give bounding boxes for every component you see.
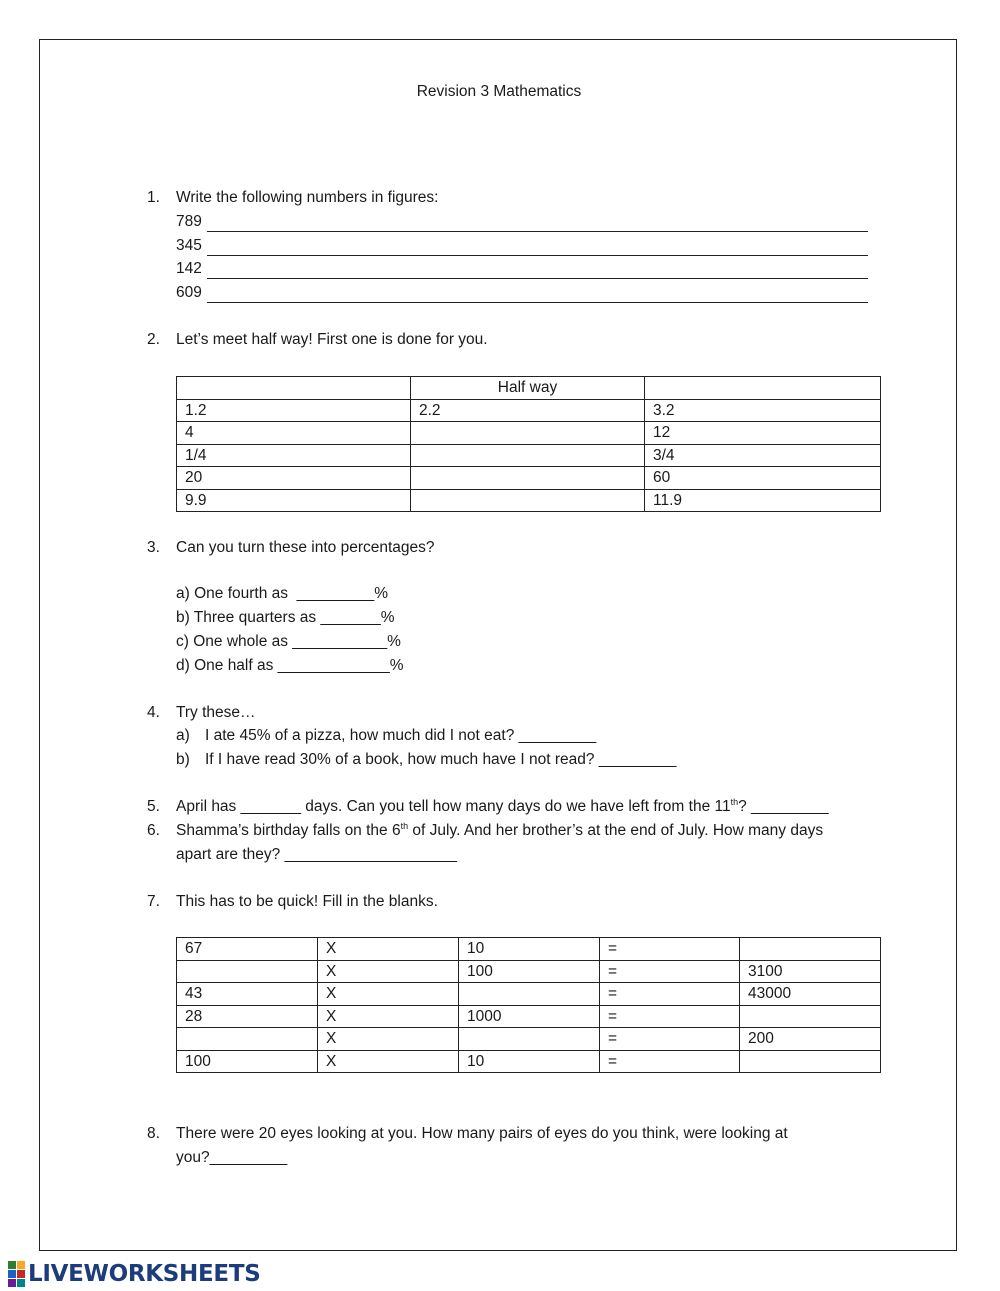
- table-row: [177, 422, 881, 445]
- table-cell: =: [600, 938, 740, 961]
- table-cell: 20: [177, 467, 411, 490]
- table-row: [177, 489, 881, 512]
- q7-number: 7.: [147, 893, 160, 910]
- q3-item: c) One whole as ___________%: [176, 633, 401, 650]
- q7-prompt: This has to be quick! Fill in the blanks.: [176, 893, 438, 910]
- q6-sup: th: [400, 821, 409, 831]
- logo-square: [8, 1279, 16, 1287]
- q3-number: 3.: [147, 539, 160, 556]
- table-cell: 12: [645, 422, 881, 445]
- q3-item: b) Three quarters as _______%: [176, 609, 395, 626]
- table-cell: X: [318, 1005, 459, 1028]
- q4b-text: If I have read 30% of a book, how much have I not read? _________: [205, 751, 677, 768]
- table-cell: 10: [459, 938, 600, 961]
- q1-answer-line[interactable]: [207, 217, 868, 232]
- table-cell: =: [600, 1005, 740, 1028]
- table-row: [177, 1050, 881, 1073]
- q1-answer-line[interactable]: [207, 264, 868, 279]
- table-cell: 43000: [740, 983, 881, 1006]
- table-row: [177, 983, 881, 1006]
- logo-square: [17, 1261, 25, 1269]
- table-row: [177, 467, 881, 490]
- q1-item-label: 609: [176, 283, 202, 301]
- table-row: [177, 1005, 881, 1028]
- header-cell: Half way: [411, 377, 645, 400]
- q1-prompt: Write the following numbers in figures:: [176, 189, 439, 206]
- table-cell[interactable]: [177, 960, 318, 983]
- q5-text: [176, 797, 829, 817]
- table-cell: 3/4: [645, 444, 881, 467]
- table-cell: =: [600, 1050, 740, 1073]
- q6-number: 6.: [147, 822, 160, 839]
- q4-number: 4.: [147, 704, 160, 721]
- table-cell: 9.9: [177, 489, 411, 512]
- table-cell: 60: [645, 467, 881, 490]
- table-cell[interactable]: [411, 489, 645, 512]
- q1-item-label: 142: [176, 260, 202, 277]
- table-row: [177, 1028, 881, 1051]
- q5-number: 5.: [147, 798, 160, 815]
- q4a-label: a): [176, 727, 190, 744]
- table-cell: 2.2: [411, 399, 645, 422]
- table-cell: 43: [177, 983, 318, 1006]
- q1-item-label: 345: [176, 236, 202, 254]
- q2-prompt: Let’s meet half way! First one is done for you.: [176, 331, 488, 348]
- multiply-table: [176, 937, 881, 1073]
- table-cell: 28: [177, 1005, 318, 1028]
- q8-line1: There were 20 eyes looking at you. How many pairs of eyes do you think, were looking at: [176, 1125, 788, 1142]
- q5-sup: th: [730, 797, 739, 807]
- table-cell: 3100: [740, 960, 881, 983]
- q3-item: d) One half as _____________%: [176, 657, 404, 674]
- header-cell: [645, 377, 881, 400]
- table-row: [177, 938, 881, 961]
- table-cell: 100: [459, 960, 600, 983]
- table-cell: X: [318, 1028, 459, 1051]
- table-cell: X: [318, 983, 459, 1006]
- table-cell: 1000: [459, 1005, 600, 1028]
- table-cell[interactable]: [740, 1050, 881, 1073]
- table-row: [177, 960, 881, 983]
- table-cell: 3.2: [645, 399, 881, 422]
- logo-square: [17, 1279, 25, 1287]
- table-cell[interactable]: [411, 467, 645, 490]
- q6-text-before: Shamma’s birthday falls on the 6: [176, 822, 401, 839]
- q3-item: a) One fourth as _________%: [176, 585, 388, 602]
- table-header-row: [177, 377, 881, 400]
- table-row: [177, 444, 881, 467]
- logo-text: LIVEWORKSHEETS: [28, 1261, 261, 1287]
- q5-text-after: ? _________: [738, 798, 829, 815]
- q5-text-before: April has _______ days. Can you tell how many days do we have left from the 11: [176, 798, 731, 815]
- liveworksheets-logo-icon: [8, 1261, 25, 1287]
- table-cell: 67: [177, 938, 318, 961]
- q4-prompt: Try these…: [176, 704, 256, 721]
- table-cell: 1/4: [177, 444, 411, 467]
- q8-line2: you?_________: [176, 1149, 288, 1166]
- table-cell[interactable]: [740, 938, 881, 961]
- table-cell[interactable]: [411, 422, 645, 445]
- q8-number: 8.: [147, 1125, 160, 1142]
- table-cell: X: [318, 938, 459, 961]
- q6-text: [176, 821, 823, 841]
- q1-answer-line[interactable]: [207, 288, 868, 303]
- table-cell[interactable]: [177, 1028, 318, 1051]
- q1-item-label: 789: [176, 213, 202, 230]
- table-cell: 10: [459, 1050, 600, 1073]
- table-cell: =: [600, 960, 740, 983]
- q1-answer-line[interactable]: [207, 241, 868, 256]
- table-cell: X: [318, 960, 459, 983]
- table-cell: 11.9: [645, 489, 881, 512]
- q3-prompt: Can you turn these into percentages?: [176, 539, 435, 556]
- q6-text-after: of July. And her brother’s at the end of July. How many days: [408, 822, 824, 839]
- table-cell[interactable]: [459, 1028, 600, 1051]
- q6-line2: apart are they? ____________________: [176, 846, 457, 863]
- header-cell: [177, 377, 411, 400]
- liveworksheets-logo[interactable]: [8, 1259, 260, 1289]
- table-cell: 4: [177, 422, 411, 445]
- q4b-label: b): [176, 751, 190, 768]
- q4a-text: I ate 45% of a pizza, how much did I not eat? _________: [205, 727, 597, 744]
- table-cell: 100: [177, 1050, 318, 1073]
- table-cell[interactable]: [411, 444, 645, 467]
- table-cell: X: [318, 1050, 459, 1073]
- q2-number: 2.: [147, 331, 160, 348]
- page-title: Revision 3 Mathematics: [416, 83, 582, 100]
- q1-number: 1.: [147, 189, 160, 206]
- logo-square: [8, 1270, 16, 1278]
- table-cell[interactable]: [459, 983, 600, 1006]
- table-cell: =: [600, 1028, 740, 1051]
- halfway-table: [176, 376, 881, 512]
- table-cell[interactable]: [740, 1005, 881, 1028]
- logo-square: [17, 1270, 25, 1278]
- table-cell: 1.2: [177, 399, 411, 422]
- table-row: [177, 399, 881, 422]
- table-cell: 200: [740, 1028, 881, 1051]
- logo-square: [8, 1261, 16, 1269]
- table-cell: =: [600, 983, 740, 1006]
